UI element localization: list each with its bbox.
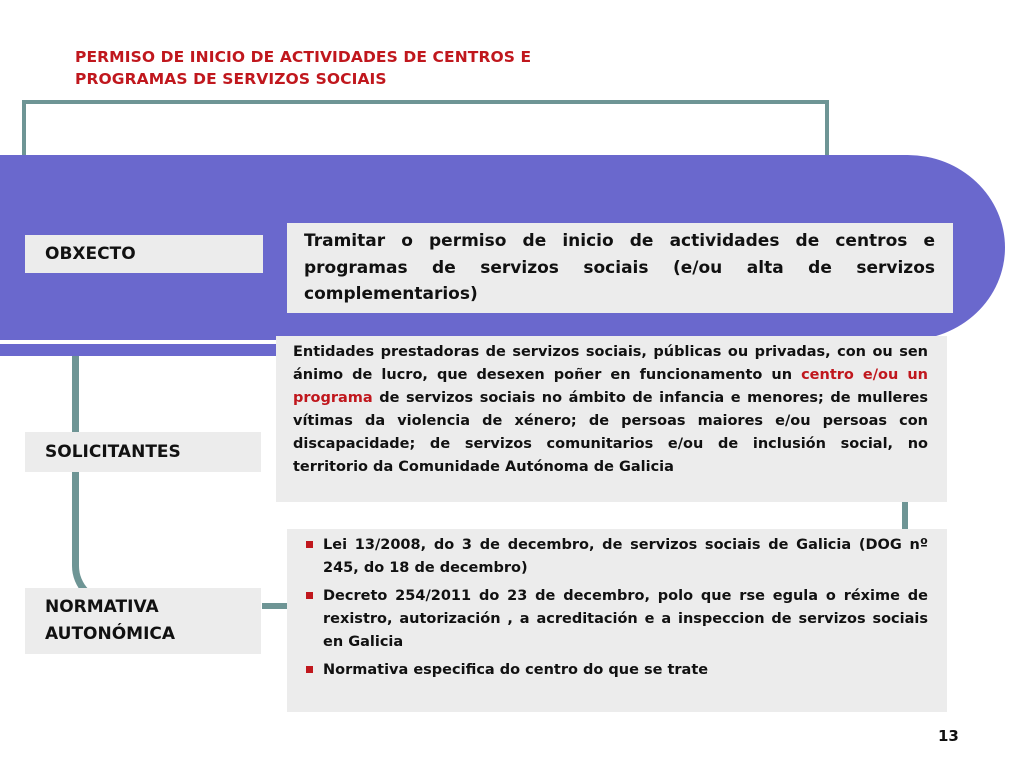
obxecto-label: OBXECTO bbox=[25, 235, 263, 273]
frame-right-line bbox=[825, 100, 829, 160]
normativa-item bbox=[305, 534, 928, 580]
normativa-list bbox=[305, 534, 928, 682]
normativa-list-box bbox=[287, 529, 947, 712]
normativa-item-text: Decreto 254/2011 do 23 de decembro, polo que rse egula o réxime de rexistro, autorización , a acreditación e a inspeccion de servizos sociais en Galicia bbox=[323, 588, 928, 650]
square-bullet-icon bbox=[306, 592, 313, 599]
obxecto-text-box: Tramitar o permiso de inicio de actividades de centros e programas de servizos sociais (e/ou alta de servizos complementarios) bbox=[287, 223, 953, 313]
slide-title-line-1: PERMISO DE INICIO DE ACTIVIDADES DE CENTROS E bbox=[75, 48, 532, 66]
normativa-item bbox=[305, 585, 928, 654]
slide-title-line-2: PROGRAMAS DE SERVIZOS SOCIAIS bbox=[75, 70, 387, 88]
connector-normativa bbox=[262, 603, 288, 609]
solicitantes-highlight: centro e/ou un programa bbox=[293, 367, 928, 406]
normativa-label-line-1: NORMATIVA bbox=[45, 597, 159, 617]
square-bullet-icon bbox=[306, 541, 313, 548]
page-number: 13 bbox=[938, 727, 959, 745]
solicitantes-text-box bbox=[276, 336, 947, 502]
connector-right bbox=[902, 500, 908, 530]
square-bullet-icon bbox=[306, 666, 313, 673]
normativa-label-line-2: AUTONÓMICA bbox=[45, 624, 176, 644]
connector-curve bbox=[72, 356, 142, 606]
solicitantes-label: SOLICITANTES bbox=[25, 432, 261, 472]
frame-left-line bbox=[22, 100, 26, 160]
normativa-item-text: Normativa especifica do centro do que se trate bbox=[323, 662, 709, 678]
normativa-label bbox=[25, 588, 261, 654]
solicitantes-text-before: Entidades prestadoras de servizos sociais, públicas ou privadas, con ou sen ánimo de lucro, que desexen poñer en funcionamento un bbox=[293, 344, 928, 383]
blue-stripe bbox=[0, 344, 285, 356]
normativa-item-text: Lei 13/2008, do 3 de decembro, de servizos sociais de Galicia (DOG nº 245, do 18 de decembro) bbox=[323, 537, 928, 576]
frame-top-line bbox=[22, 100, 827, 104]
normativa-item bbox=[305, 659, 928, 682]
slide-title bbox=[75, 46, 695, 90]
solicitantes-text-after: de servizos sociais no ámbito de infancia e menores; de mulleres vítimas da violencia de xénero; de persoas maiores e/ou persoas con discapacidade; de servizos comunitarios e/ou de inclusión social, no territorio da Comunidade Autónoma de Galicia bbox=[293, 390, 928, 475]
